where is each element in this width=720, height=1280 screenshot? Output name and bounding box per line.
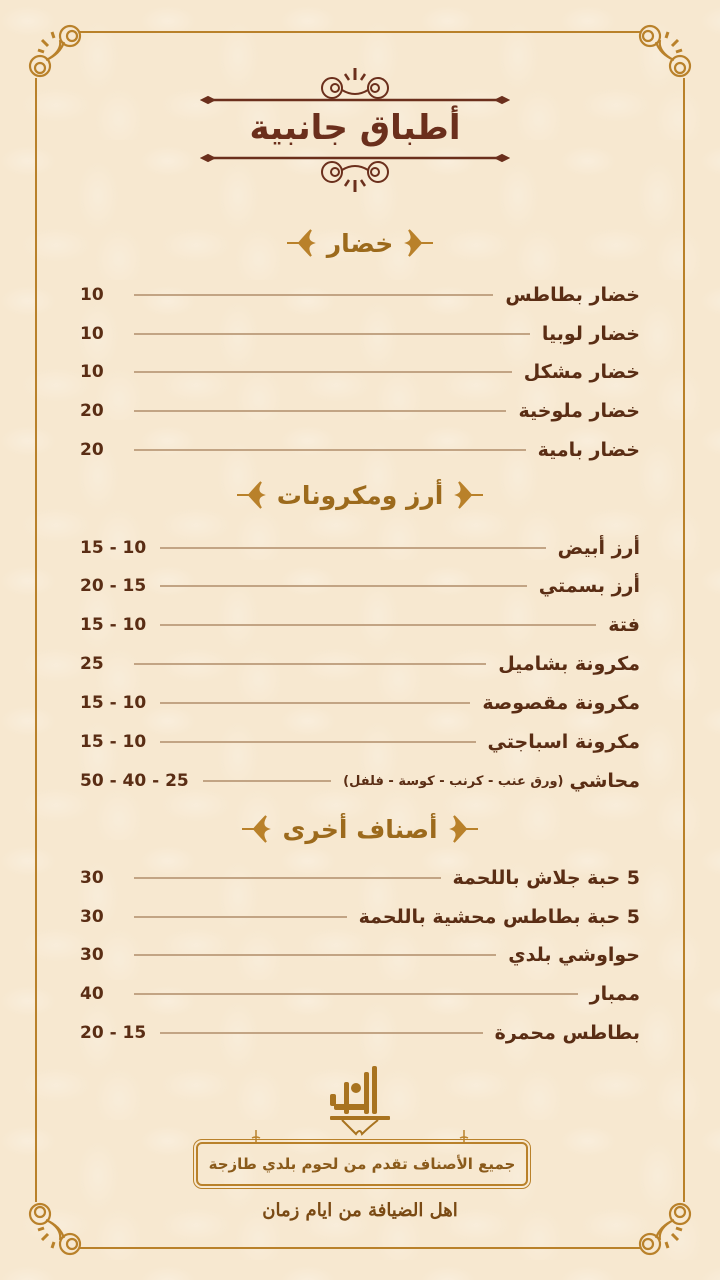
corner-ornament-icon xyxy=(618,1182,698,1262)
restaurant-logo-icon xyxy=(320,1058,400,1138)
item-note: (ورق عنب - كرنب - كوسة - فلفل) xyxy=(343,773,564,789)
item-price: 10 xyxy=(80,362,104,382)
item-price: 30 xyxy=(80,907,104,927)
flourish-left-icon xyxy=(285,228,321,258)
menu-item xyxy=(80,610,640,640)
item-name: خضار ملوخية xyxy=(518,400,640,422)
menu-item xyxy=(80,727,640,757)
menu-item xyxy=(80,435,640,465)
menu-item xyxy=(80,940,640,970)
item-name: حواوشي بلدي xyxy=(508,944,640,966)
item-price: 20 xyxy=(80,401,104,421)
item-name: مكرونة اسباجتي xyxy=(487,731,640,753)
item-name: بطاطس محمرة xyxy=(494,1022,640,1044)
leader-line xyxy=(134,954,496,956)
corner-ornament-icon xyxy=(22,1182,102,1262)
tagline: اهل الضيافة من ايام زمان xyxy=(262,1200,458,1221)
item-name: خضار بطاطس xyxy=(505,284,640,306)
item-price: 15 - 10 xyxy=(80,538,147,558)
leader-line xyxy=(134,663,486,665)
item-name: خضار مشكل xyxy=(523,361,640,383)
menu-item xyxy=(80,1018,640,1048)
item-price: 20 xyxy=(80,440,104,460)
item-price: 10 xyxy=(80,324,104,344)
item-name: خضار بامية xyxy=(537,439,640,461)
section-title-rice-pasta xyxy=(0,480,720,510)
leader-line xyxy=(160,741,475,743)
section-title-vegetables xyxy=(0,228,720,258)
item-price: 30 xyxy=(80,868,104,888)
leader-line xyxy=(160,585,527,587)
menu-item xyxy=(80,863,640,893)
leader-line xyxy=(134,333,530,335)
page-header xyxy=(200,60,510,200)
item-price: 20 - 15 xyxy=(80,576,147,596)
frame-bottom-line xyxy=(80,1247,640,1249)
menu-item xyxy=(80,280,640,310)
sprig-ornament-icon xyxy=(250,1130,262,1142)
banner-text: جميع الأصناف تقدم من لحوم بلدي طازجة xyxy=(208,1155,516,1173)
leader-line xyxy=(160,702,470,704)
leader-line xyxy=(134,449,526,451)
flourish-right-icon xyxy=(399,228,435,258)
leader-line xyxy=(160,547,545,549)
section-title-text: أرز ومكرونات xyxy=(276,480,444,510)
flourish-right-icon xyxy=(444,814,480,844)
flourish-left-icon xyxy=(235,480,271,510)
item-name: فتة xyxy=(608,614,640,636)
menu-item xyxy=(80,902,640,932)
item-price: 40 xyxy=(80,984,104,1004)
leader-line xyxy=(203,780,331,782)
menu-item xyxy=(80,571,640,601)
item-name: خضار لوبيا xyxy=(541,323,640,345)
menu-item xyxy=(80,319,640,349)
item-price: 50 - 40 - 25 xyxy=(80,771,189,791)
item-name: أرز أبيض xyxy=(557,537,640,559)
section-title-text: أصناف أخرى xyxy=(282,814,438,844)
item-name: مكرونة مقصوصة xyxy=(482,692,640,714)
item-price: 25 xyxy=(80,654,104,674)
menu-item xyxy=(80,357,640,387)
leader-line xyxy=(160,624,596,626)
item-price: 10 xyxy=(80,285,104,305)
item-name: 5 حبة بطاطس محشية باللحمة xyxy=(358,906,640,928)
item-price: 15 - 10 xyxy=(80,732,147,752)
item-name: ممبار xyxy=(589,983,640,1005)
item-name: محاشي xyxy=(569,770,640,792)
item-name: أرز بسمتي xyxy=(538,575,640,597)
corner-ornament-icon xyxy=(618,18,698,98)
fresh-meat-banner xyxy=(196,1142,528,1186)
menu-item xyxy=(80,649,640,679)
item-price: 30 xyxy=(80,945,104,965)
menu-item xyxy=(80,396,640,426)
menu-item xyxy=(80,688,640,718)
flourish-left-icon xyxy=(240,814,276,844)
leader-line xyxy=(134,993,578,995)
section-title-text: خضار xyxy=(326,228,394,258)
menu-item xyxy=(80,766,640,796)
corner-ornament-icon xyxy=(22,18,102,98)
item-price: 15 - 10 xyxy=(80,693,147,713)
sprig-ornament-icon xyxy=(458,1130,470,1142)
item-price: 15 - 10 xyxy=(80,615,147,635)
flourish-right-icon xyxy=(449,480,485,510)
leader-line xyxy=(134,916,347,918)
item-price: 20 - 15 xyxy=(80,1023,147,1043)
leader-line xyxy=(134,877,441,879)
leader-line xyxy=(134,294,493,296)
page-title: أطباق جانبية xyxy=(249,108,461,148)
leader-line xyxy=(134,410,506,412)
frame-top-line xyxy=(80,31,640,33)
leader-line xyxy=(134,371,512,373)
item-name: مكرونة بشاميل xyxy=(498,653,640,675)
menu-item xyxy=(80,533,640,563)
menu-item xyxy=(80,979,640,1009)
leader-line xyxy=(160,1032,482,1034)
section-title-other-items xyxy=(0,814,720,844)
item-name: 5 حبة جلاش باللحمة xyxy=(452,867,640,889)
